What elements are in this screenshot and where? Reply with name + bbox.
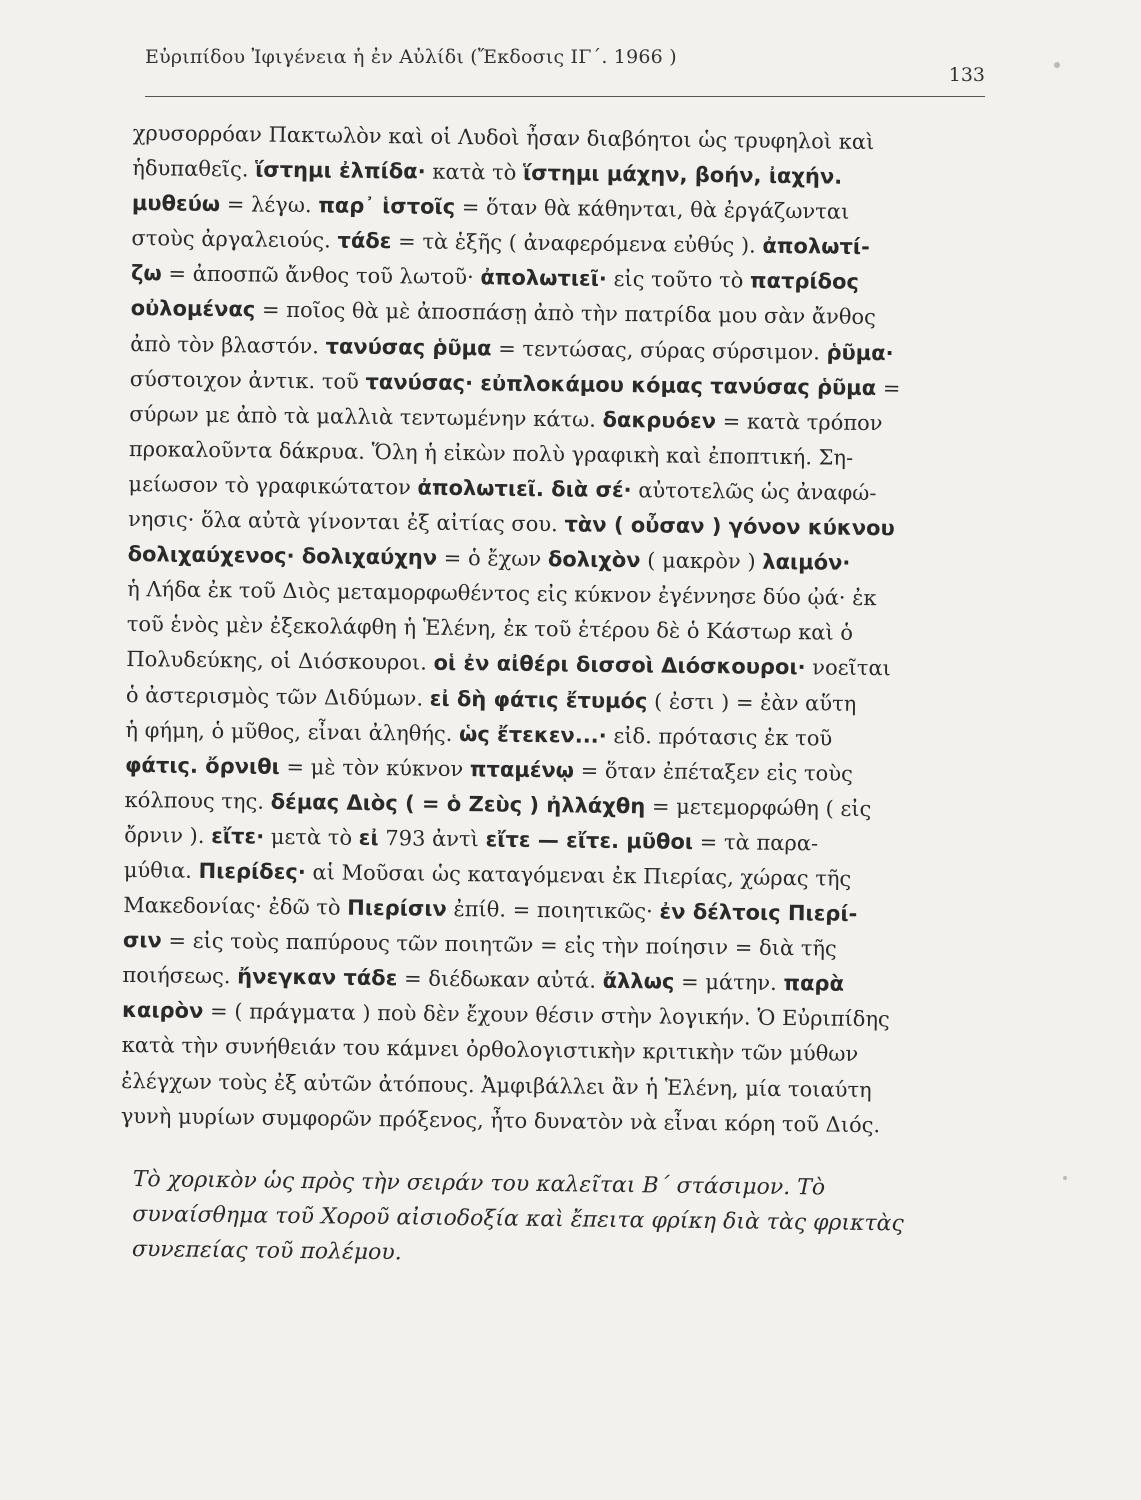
gloss-text: ( μακρὸν ) bbox=[640, 548, 763, 574]
gloss-text: στοὺς ἀργαλειούς. bbox=[131, 226, 338, 253]
gloss-text: = κατὰ τρόπον bbox=[715, 408, 883, 435]
gloss-text: μύθια. bbox=[123, 857, 199, 883]
lemma-text: εἰ δὴ φάτις ἔτυμός bbox=[429, 686, 648, 713]
gloss-text: ποιήσεως. bbox=[122, 963, 238, 989]
gloss-text: = ( πράγματα ) ποὺ δὲν ἔχουν θέσιν στὴν λογικήν. Ὁ Εὐριπίδης bbox=[203, 999, 890, 1032]
lemma-text: δολιχαύχενος· δολιχαύχην bbox=[127, 542, 438, 570]
lemma-text: ἀπολωτιεῖ· bbox=[480, 265, 608, 292]
lemma-text: μυθεύω bbox=[131, 191, 221, 217]
gloss-text: = bbox=[875, 375, 901, 401]
gloss-text: ἐπίθ. = ποιητικῶς· bbox=[446, 896, 660, 924]
lemma-text: ἵστημι ἐλπίδα· bbox=[255, 157, 426, 184]
lemma-text: φάτις. ὄρνιθι bbox=[124, 752, 280, 779]
gloss-text: ἡ Λήδα ἐκ τοῦ Διὸς μεταμορφωθέντος εἰς κύκνον ἐγέννησε δύο ᾠά· ἐκ bbox=[127, 577, 877, 611]
gloss-text: μετὰ τὸ bbox=[263, 824, 359, 850]
gloss-text: κατὰ τὴν συνήθειάν του κάμνει ὀρθολογιστικὴν κριτικὴν τῶν μύθων bbox=[121, 1033, 859, 1067]
lemma-text: παρὰ bbox=[783, 971, 845, 996]
gloss-text: αἱ Μοῦσαι ὡς καταγόμεναι ἐκ Πιερίας, χώρας τῆς bbox=[305, 860, 852, 891]
lemma-text: οὐλομένας bbox=[130, 296, 256, 322]
commentary-text bbox=[121, 116, 963, 1144]
running-head: Εὐριπίδου Ἰφιγένεια ἡ ἐν Αὐλίδι (Ἔκδοσις ΙΓ΄. 1966 ) bbox=[145, 46, 677, 68]
lemma-text: λαιμόν· bbox=[762, 549, 851, 575]
gloss-text: = ὁ ἔχων bbox=[436, 545, 549, 572]
page-number: 133 bbox=[948, 64, 985, 86]
lemma-text: ζω bbox=[130, 261, 162, 286]
gloss-text: τοῦ ἑνὸς μὲν ἐξεκολάφθη ἡ Ἑλένη, ἐκ τοῦ ἑτέρου δὲ ὁ Κάστωρ καὶ ὁ bbox=[126, 612, 854, 646]
gloss-text: 793 ἀντὶ bbox=[378, 825, 486, 852]
lemma-text: τανύσας ῥῦμα bbox=[325, 333, 492, 360]
gloss-text: ἡδυπαθεῖς. bbox=[132, 156, 256, 182]
lemma-text: ῥῦμα· bbox=[826, 340, 894, 365]
gloss-text: κόλπους της. bbox=[124, 787, 271, 814]
page-header bbox=[145, 36, 985, 97]
lemma-text: τάδε bbox=[337, 228, 392, 254]
gloss-text: εἰδ. πρότασις ἐκ τοῦ bbox=[606, 723, 833, 751]
gloss-text: ὁ ἀστερισμὸς τῶν Διδύμων. bbox=[125, 682, 430, 711]
gloss-text: ἐλέγχων τοὺς ἐξ αὐτῶν ἀτόπους. Ἀμφιβάλλει ἂν ἡ Ἑλένη, μία τοιαύτη bbox=[121, 1068, 872, 1102]
gloss-text: νοεῖται bbox=[805, 655, 891, 681]
gloss-text: ὄρνιν ). bbox=[124, 822, 212, 848]
gloss-text: ἡ φήμη, ὁ μῦθος, εἶναι ἀληθής. bbox=[125, 717, 460, 746]
gloss-text: αὐτοτελῶς ὡς ἀναφώ- bbox=[631, 478, 877, 506]
lemma-text: εἴτε — εἴτε. μῦθοι bbox=[485, 827, 694, 854]
gloss-text: μείωσον τὸ γραφικώτατον bbox=[128, 471, 418, 500]
gloss-text: = λέγω. bbox=[219, 192, 319, 218]
gloss-text: εἰς τοῦτο τὸ bbox=[606, 267, 751, 293]
lemma-text: δέμας Διὸς ( = ὁ Ζεὺς ) ἠλλάχθη bbox=[270, 789, 646, 819]
lemma-text: ἀπολωτιεῖ. διὰ σέ· bbox=[417, 475, 632, 503]
choral-note bbox=[132, 1162, 963, 1277]
lemma-text: δακρυόεν bbox=[602, 407, 717, 433]
lemma-text: οἱ ἐν αἰθέρι δισσοὶ Διόσκουροι· bbox=[433, 651, 806, 680]
choral-note-line: συνεπείας τοῦ πολέμου. bbox=[131, 1236, 402, 1266]
lemma-text: ὡς ἔτεκεν...· bbox=[458, 721, 607, 748]
scan-speck bbox=[1054, 62, 1060, 68]
lemma-text: Πιερίσιν bbox=[347, 895, 447, 921]
gloss-text: κατὰ τὸ bbox=[425, 159, 524, 185]
lemma-text: δολιχὸν bbox=[547, 547, 641, 573]
lemma-text: εἴτε· bbox=[211, 823, 265, 849]
gloss-text: Πολυδεύκης, οἱ Διόσκουροι. bbox=[126, 647, 434, 676]
gloss-text: = εἰς τοὺς παπύρους τῶν ποιητῶν = εἰς τὴν ποίησιν = διὰ τῆς bbox=[161, 928, 837, 961]
gloss-text: Μακεδονίας· ἐδῶ τὸ bbox=[123, 893, 348, 920]
lemma-text: ἤνεγκαν τάδε bbox=[237, 964, 398, 991]
lemma-text: πταμένῳ bbox=[469, 756, 575, 783]
lemma-text: ἵστημι μάχην, βοήν, ἰαχήν. bbox=[522, 160, 843, 189]
lemma-text: ἐν δέλτοις Πιερί- bbox=[659, 899, 858, 926]
gloss-text: χρυσορρόαν Πακτωλὸν καὶ οἱ Λυδοὶ ἦσαν διαβόητοι ὡς τρυφηλοὶ καὶ bbox=[132, 120, 875, 155]
lemma-text: εἰ bbox=[358, 825, 379, 850]
choral-note-line: Τὸ χορικὸν ὡς πρὸς τὴν σειράν του καλεῖται Β΄ στάσιμον. Τὸ bbox=[132, 1166, 826, 1201]
gloss-text: = ὅταν ἐπέταξεν εἰς τοὺς bbox=[573, 758, 853, 786]
gloss-text: νησις· ὅλα αὐτὰ γίνονται ἐξ αἰτίας σου. bbox=[127, 507, 565, 537]
gloss-text: προκαλοῦντα δάκρυα. Ὅλη ἡ εἰκὼν πολὺ γραφικὴ καὶ ἐποπτική. Ση- bbox=[128, 436, 854, 470]
gloss-text: σύρων με ἀπὸ τὰ μαλλιὰ τεντωμένην κάτω. bbox=[129, 401, 603, 432]
lemma-text: πατρίδος bbox=[749, 268, 860, 295]
lemma-text: ἀπολωτί- bbox=[762, 233, 870, 260]
choral-note-line: συναίσθημα τοῦ Χοροῦ αἰσιοδοξία καὶ ἔπειτα φρίκη διὰ τὰς φρικτὰς bbox=[132, 1201, 904, 1237]
gloss-text: ( ἐστι ) = ἐὰν αὕτη bbox=[647, 688, 857, 716]
gloss-text: = μετεμορφώθη ( εἰς bbox=[645, 794, 872, 821]
lemma-text: τὰν ( οὖσαν ) γόνον κύκνου bbox=[564, 512, 895, 541]
lemma-text: παρ᾿ ἱστοῖς bbox=[318, 193, 456, 220]
gloss-text: = μὲ τὸν κύκνον bbox=[279, 754, 471, 781]
lemma-text: σιν bbox=[122, 928, 162, 953]
gloss-text: = τὰ παρα- bbox=[692, 829, 819, 856]
lemma-text: ἄλλως bbox=[602, 969, 675, 994]
gloss-text: = διέδωκαν αὐτά. bbox=[397, 966, 603, 994]
gloss-text: = τεντώσας, σύρας σύρσιμον. bbox=[491, 335, 827, 365]
gloss-text: σύστοιχον ἀντικ. τοῦ bbox=[129, 366, 366, 394]
scan-speck bbox=[1063, 1176, 1067, 1180]
lemma-text: καιρὸν bbox=[121, 998, 204, 1024]
gloss-text: = ποῖος θὰ μὲ ἀποσπάσῃ ἀπὸ τὴν πατρίδα μου σὰν ἄνθος bbox=[255, 297, 877, 330]
lemma-text: τανύσας· εὐπλοκάμου κόμας τανύσας ῥῦμα bbox=[365, 369, 877, 400]
gloss-text: ἀπὸ τὸν βλαστόν. bbox=[130, 331, 326, 358]
gloss-text: = τὰ ἑξῆς ( ἀναφερόμενα εὐθύς ). bbox=[391, 229, 763, 258]
gloss-text: γυνὴ μυρίων συμφορῶν πρόξενος, ἦτο δυνατὸν νὰ εἶναι κόρη τοῦ Διός. bbox=[120, 1103, 881, 1137]
gloss-text: = ἀποσπῶ ἄνθος τοῦ λωτοῦ· bbox=[161, 261, 481, 290]
lemma-text: Πιερίδες· bbox=[198, 858, 306, 885]
gloss-text: = μάτην. bbox=[674, 969, 784, 996]
gloss-text: = ὅταν θὰ κάθηνται, θὰ ἐργάζωνται bbox=[455, 195, 850, 224]
